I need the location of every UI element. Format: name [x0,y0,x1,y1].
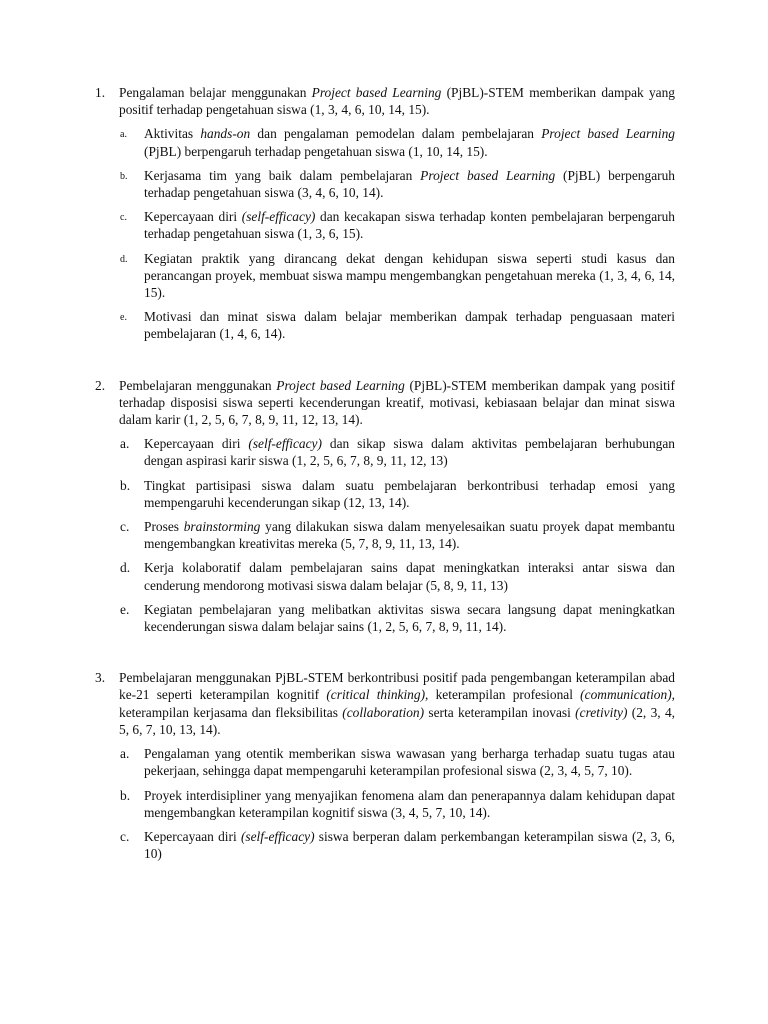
sub-paragraph: Kepercayaan diri (self-efficacy) dan kecakapan siswa terhadap konten pembelajaran berpengaruh terhadap pengetahuan siswa (1, 3, 6, 15). [144,209,675,242]
list-item-1 [95,84,675,343]
sub-letter: e. [120,601,130,617]
italic-term: hands-on [200,126,251,142]
sub-letter: c. [120,828,130,844]
italic-term: (critical thinking) [326,687,426,703]
sub-item-1a [119,125,675,159]
sub-paragraph: Kegiatan praktik yang dirancang dekat dengan kehidupan siswa seperti studi kasus dan perancangan proyek, membuat siswa mampu mengembangkan pengetahuan mereka (1, 3, 4, 6, 14, 15). [144,250,675,301]
item-number: 3. [95,670,106,686]
sub-item-3b [119,787,675,821]
italic-term: Project based Learning [311,85,442,100]
sub-letter: b. [120,787,131,803]
sub-paragraph: Kepercayaan diri (self-efficacy) dan sikap siswa dalam aktivitas pembelajaran berhubungan dengan aspirasi karir siswa (1, 2, 5, 6, 7, 8, 9, 11, 12, 13) [144,436,676,469]
sub-letter: a. [120,436,130,452]
sub-item-3a [119,745,675,779]
sub-paragraph: Kerjasama tim yang baik dalam pembelajaran Project based Learning (PjBL) berpengaruh terhadap pengetahuan siswa (3, 4, 6, 10, 14). [144,167,675,201]
item-number: 1. [95,85,106,100]
sub-item-1e [119,308,675,342]
sub-item-2a [119,435,675,469]
item-paragraph: Pengalaman belajar menggunakan Project based Learning (PjBL)-STEM memberikan dampak yang positif terhadap pengetahuan siswa (1, 3, 4, 6, 10, 14, 15). [119,85,675,118]
item-number: 2. [95,377,106,393]
sub-letter: b. [120,170,128,182]
italic-term: (self-efficacy) [248,436,322,452]
italic-term: (cretivity) [575,704,628,720]
sub-letter: d. [120,253,128,265]
item-paragraph: Pembelajaran menggunakan Project based Learning (PjBL)-STEM memberikan dampak yang positif terhadap disposisi siswa seperti kecenderungan kreatif, motivasi, kebiasaan belajar dan minat siswa dalam karir (1, 2, 5, 6, 7, 8, 9, 11, 12, 13, 14). [119,377,675,428]
italic-term: (self-efficacy) [240,828,315,844]
sub-letter: e. [120,312,127,324]
sub-paragraph: Proses brainstorming yang dilakukan siswa dalam menyelesaikan suatu proyek dapat membantu mengembangkan kreativitas mereka (5, 7, 8, 9, 11, 13, 14). [144,519,675,552]
sub-letter: a. [120,746,130,762]
sub-item-1c [119,208,675,242]
sub-paragraph: Motivasi dan minat siswa dalam belajar memberikan dampak terhadap penguasaan materi pembelajaran (1, 4, 6, 14). [144,309,675,342]
sub-paragraph: Kerja kolaboratif dalam pembelajaran sains dapat meningkatkan interaksi antar siswa dan cenderung mendorong motivasi siswa dalam belajar (5, 8, 9, 11, 13) [144,560,675,593]
sub-paragraph: Kegiatan pembelajaran yang melibatkan aktivitas siswa secara langsung dapat meningkatkan kecenderungan siswa dalam belajar sains (1, 2, 5, 6, 7, 8, 9, 11, 14). [144,601,675,635]
italic-term: brainstorming [183,519,261,535]
italic-term: Project based Learning [420,167,556,183]
list-item-2 [95,377,675,636]
sub-item-2b [119,477,675,511]
sub-item-3c [119,828,675,862]
sub-paragraph: Aktivitas hands-on dan pengalaman pemodelan dalam pembelajaran Project based Learning (PjBL) berpengaruh terhadap pengetahuan siswa (1, 10, 14, 15). [144,126,675,159]
sub-paragraph: Tingkat partisipasi siswa dalam suatu pembelajaran berkontribusi terhadap emosi yang mempengaruhi kecenderungan sikap (12, 13, 14). [144,477,675,510]
italic-term: (collaboration) [342,704,425,720]
italic-term: (communication) [580,687,672,703]
sub-item-1d [119,250,675,302]
sub-item-1b [119,167,675,201]
sub-letter: a. [120,129,127,141]
italic-term: (self-efficacy) [241,209,316,225]
sub-paragraph: Proyek interdisipliner yang menyajikan fenomena alam dan penerapannya dalam kehidupan dapat mengembangkan keterampilan kognitif siswa (3, 4, 5, 7, 10, 14). [144,787,675,820]
italic-term: Project based Learning [276,377,405,393]
italic-term: Project based Learning [541,126,675,142]
item-paragraph: Pembelajaran menggunakan PjBL-STEM berkontribusi positif pada pengembangan keterampilan abad ke-21 seperti keterampilan kognitif (critical thinking), keterampilan profesional (communication), keterampilan kerjasama dan fleksibilitas (collaboration) serta keterampilan inovasi (cretivity) (2, 3, 4, 5, 6, 7, 10, 13, 14). [119,670,676,737]
sub-item-2c [119,518,675,552]
sub-paragraph: Kepercayaan diri (self-efficacy) siswa berperan dalam perkembangan keterampilan siswa (2, 3, 6, 10) [144,828,675,862]
sub-letter: c. [120,212,127,224]
list-item-3 [95,669,675,862]
sub-paragraph: Pengalaman yang otentik memberikan siswa wawasan yang berharga terhadap suatu tugas atau pekerjaan, sehingga dapat mempengaruhi keterampilan profesional siswa (2, 3, 4, 5, 7, 10). [144,746,675,779]
sub-letter: c. [120,519,130,535]
sub-item-2d [119,559,675,593]
sub-letter: b. [120,477,131,493]
sub-item-2e [119,601,675,635]
sub-letter: d. [120,560,131,576]
